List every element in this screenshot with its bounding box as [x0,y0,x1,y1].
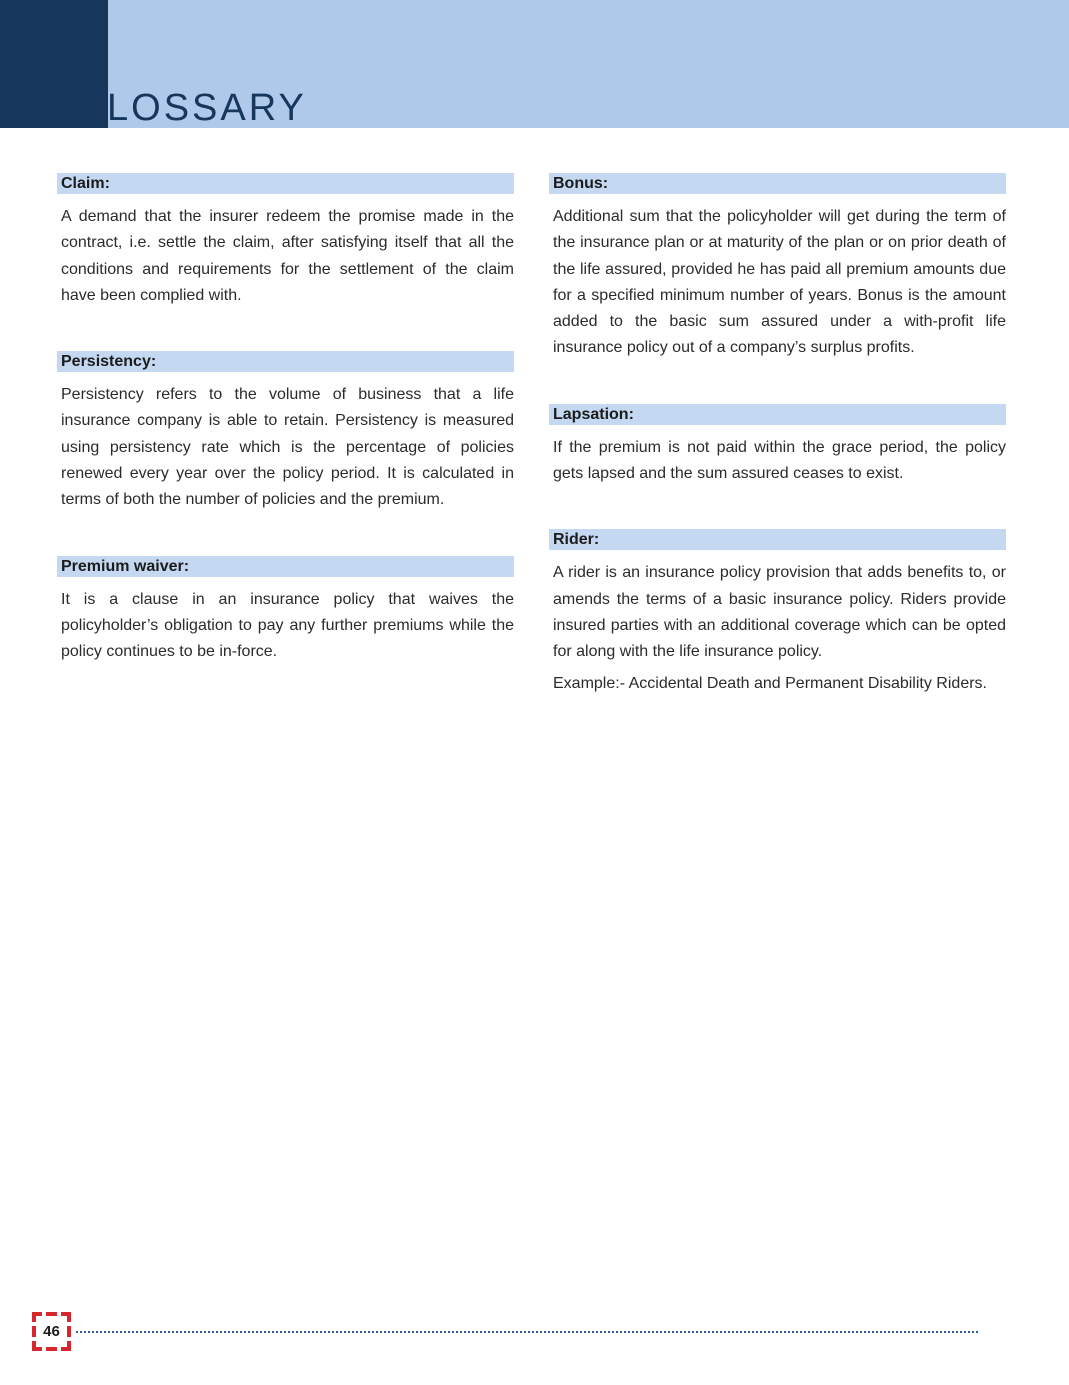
term-heading: Persistency: [57,351,514,372]
term-heading: Claim: [57,173,514,194]
term-heading: Premium waiver: [57,556,514,577]
term-heading: Lapsation: [549,404,1006,425]
term-definition: A demand that the insurer redeem the promise made in the contract, i.e. settle the claim, after satisfying itself that all the conditions and requirements for the settlement of the claim have been complied with. [61,208,514,304]
glossary-entry-lapsation [549,404,1006,488]
right-column [549,173,1006,739]
term-definition: A rider is an insurance policy provision that adds benefits to, or amends the terms of a basic insurance policy. Riders provide insured parties with an additional coverage which can be opted for along with the life insurance policy. [553,564,1006,661]
glossary-entry-claim [57,173,514,309]
term-definition: Persistency refers to the volume of business that a life insurance company is able to retain. Persistency is measured using persistency rate which is the percentage of policies renewed every year over the policy period. It is calculated in terms of both the number of policies and the premium. [61,386,514,509]
page-title-rest: LOSSARY [107,87,307,129]
glossary-entry-rider [549,529,1006,696]
term-heading: Rider: [549,529,1006,550]
glossary-entry-bonus [549,173,1006,362]
term-definition: If the premium is not paid within the grace period, the policy gets lapsed and the sum assured ceases to exist. [553,438,1006,483]
glossary-entry-persistency [57,351,514,513]
term-example: Example:- Accidental Death and Permanent Disability Riders. [553,674,987,692]
page-number: 46 [43,1323,60,1340]
left-column [57,173,514,708]
term-heading: Bonus: [549,173,1006,194]
glossary-entry-premium-waiver [57,556,514,666]
footer-dotted-rule [76,1331,978,1333]
term-definition: It is a clause in an insurance policy that waives the policyholder’s obligation to pay any further premiums while the policy continues to be in-force. [61,590,514,661]
term-definition: Additional sum that the policyholder will get during the term of the insurance plan or at maturity of the plan or on prior death of the life assured, provided he has paid all premium amounts due for a specified minimum number of years. Bonus is the amount added to the basic sum assured under a with-profit life insurance policy out of a company’s surplus profits. [553,208,1006,357]
page-title-initial: G [50,54,107,134]
page-title [50,54,307,134]
